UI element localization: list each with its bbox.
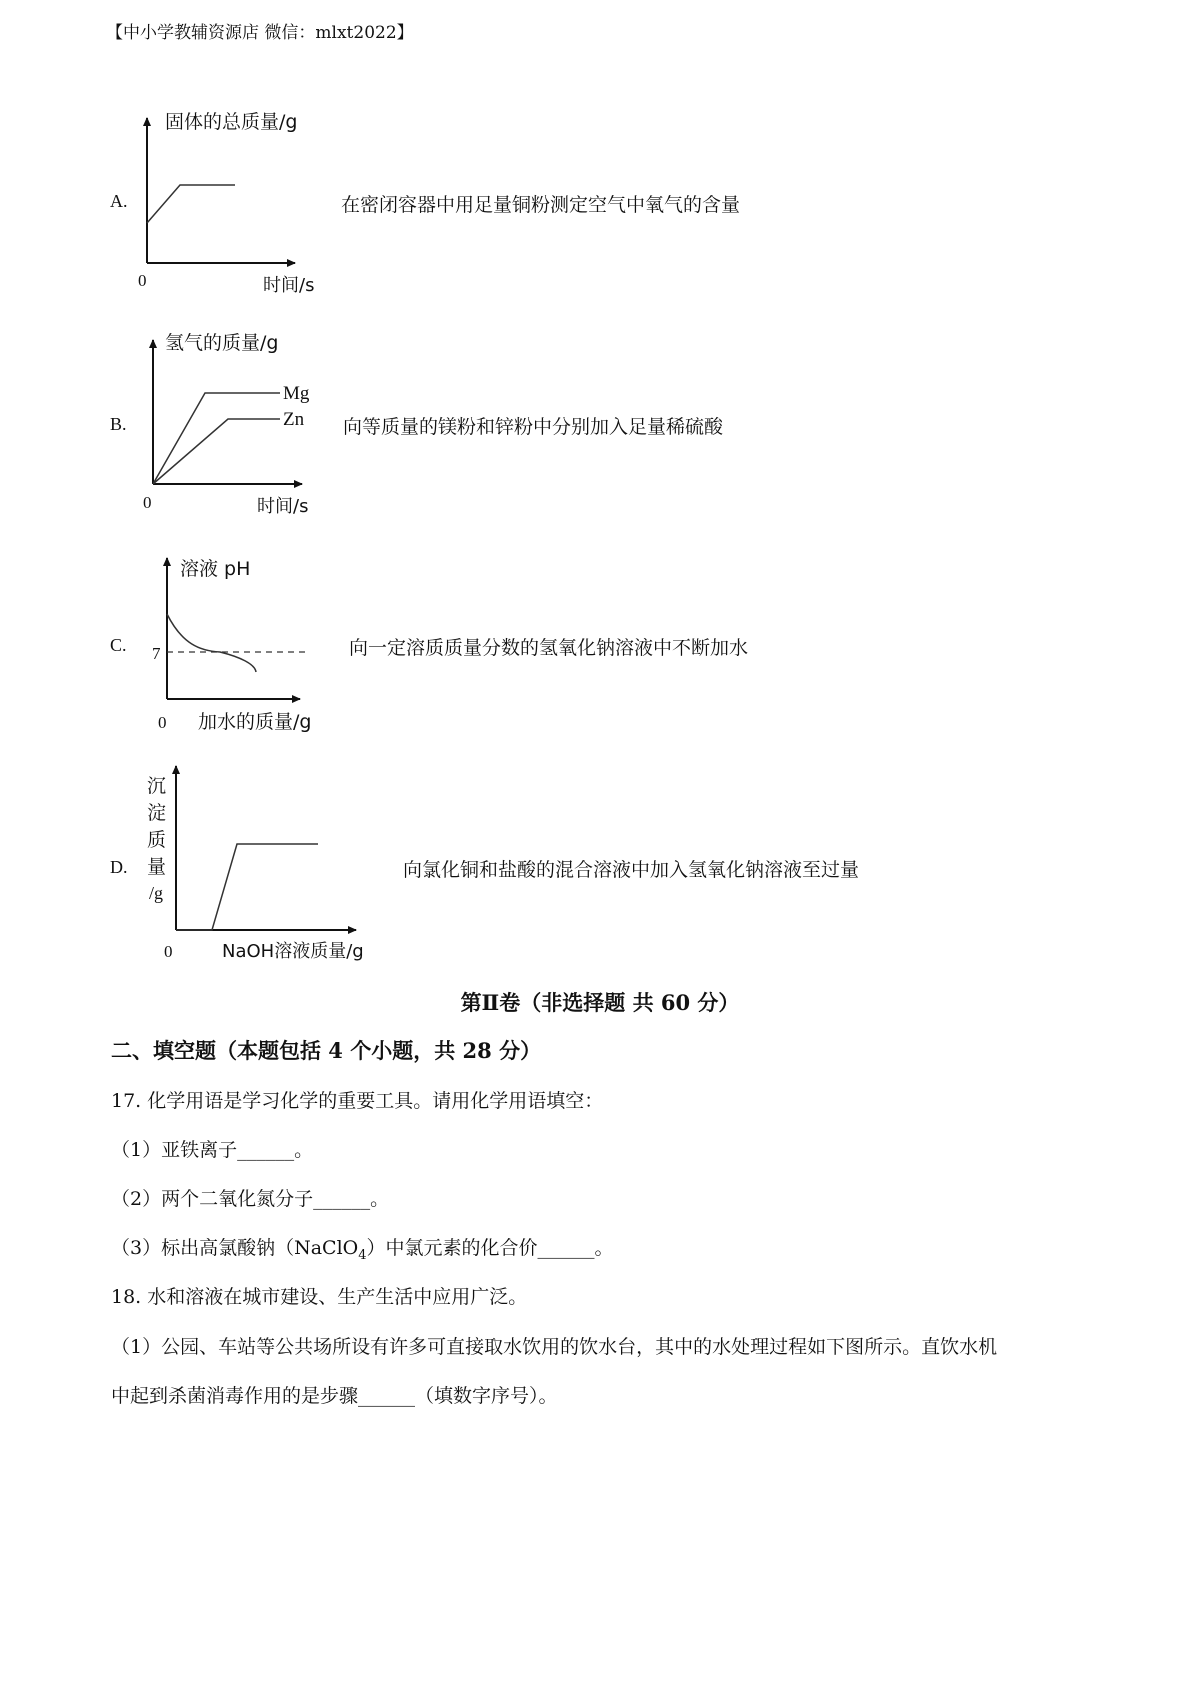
option-d-graph	[140, 760, 390, 965]
q17-item-2: （2）两个二氧化氮分子______。	[111, 1188, 390, 1210]
option-d-letter: D.	[110, 857, 128, 877]
option-b-description: 向等质量的镁粉和锌粉中分别加入足量稀硫酸	[343, 416, 724, 438]
mass-curve	[147, 185, 235, 223]
y-axis-label-char: 淀	[147, 802, 167, 824]
q17-item-1: （1）亚铁离子______。	[111, 1139, 314, 1161]
y-axis-label-char: 沉	[147, 775, 167, 797]
x-axis-label: 时间/s	[257, 496, 309, 517]
q18-line-1: （1）公园、车站等公共场所设有许多可直接取水饮用的饮水台，其中的水处理过程如下图所示。直饮水机	[111, 1336, 998, 1358]
x-axis-label: NaOH溶液质量/g	[222, 941, 364, 962]
tick-7-label: 7	[152, 644, 161, 663]
origin-label: 0	[143, 493, 152, 512]
origin-label: 0	[164, 942, 173, 961]
q17-item-3-before: （3）标出高氯酸钠（NaClO	[111, 1237, 359, 1259]
option-c-description: 向一定溶质质量分数的氢氧化钠溶液中不断加水	[349, 637, 749, 659]
mg-line	[153, 393, 280, 484]
part2-title: 第Ⅱ卷（非选择题 共 60 分）	[460, 990, 740, 1015]
option-a-letter: A.	[110, 191, 128, 211]
x-axis-label: 加水的质量/g	[198, 711, 312, 733]
section-title: 二、填空题（本题包括 4 个小题，共 28 分）	[111, 1038, 542, 1063]
option-c-graph	[140, 548, 340, 738]
option-d-description: 向氯化铜和盐酸的混合溶液中加入氢氧化钠溶液至过量	[403, 859, 860, 881]
q17-item-3	[111, 1233, 614, 1263]
mg-label: Mg	[283, 383, 310, 404]
y-axis-label: 溶液 pH	[180, 558, 251, 580]
q17-stem: 17. 化学用语是学习化学的重要工具。请用化学用语填空：	[111, 1090, 604, 1112]
q18-stem: 18. 水和溶液在城市建设、生产生活中应用广泛。	[111, 1286, 528, 1308]
precipitate-curve	[176, 844, 318, 930]
q17-item-3-sub: 4	[358, 1247, 367, 1263]
x-axis-label: 时间/s	[263, 275, 315, 296]
option-b-graph	[130, 330, 330, 525]
origin-label: 0	[138, 271, 147, 290]
option-a-graph	[130, 110, 330, 300]
option-b-letter: B.	[110, 414, 127, 434]
y-axis-label-char: 质	[147, 829, 167, 851]
y-axis-label-char: 量	[147, 856, 167, 878]
y-axis-label-char: /g	[149, 883, 164, 903]
y-axis-label: 氢气的质量/g	[165, 332, 279, 354]
q17-item-3-after: ）中氯元素的化合价______。	[366, 1237, 614, 1259]
y-axis-label: 固体的总质量/g	[165, 111, 298, 133]
option-c-letter: C.	[110, 635, 127, 655]
zn-label: Zn	[283, 409, 305, 430]
page-header: 【中小学教辅资源店 微信：mlxt2022】	[106, 23, 414, 43]
option-a-description: 在密闭容器中用足量铜粉测定空气中氧气的含量	[341, 194, 741, 216]
origin-label: 0	[158, 713, 167, 732]
q18-line-2: 中起到杀菌消毒作用的是步骤______（填数字序号）。	[111, 1385, 558, 1407]
ph-curve	[167, 614, 256, 672]
